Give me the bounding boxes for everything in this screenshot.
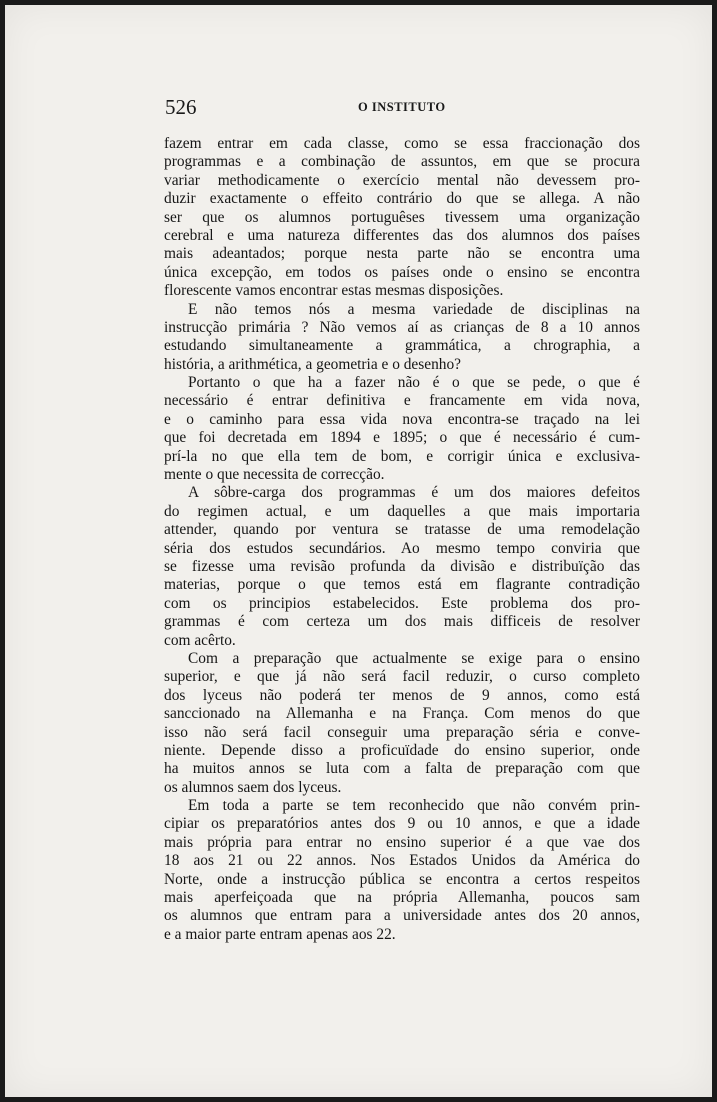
text-line: com acêrto. [164,631,236,649]
text-line: sanccionado na Allemanha e na França. Com menos do que [164,705,640,723]
text-line: Com a preparação que actualmente se exige para o ensino [188,649,640,667]
text-line: os alumnos saem dos lyceus. [164,778,342,796]
text-line: niente. Depende disso a proficuïdade do ensino superior, onde [164,741,640,759]
text-line: grammas é com certeza um dos mais difficeis de resolver [164,613,640,631]
page-number: 526 [165,95,197,119]
text-line: mais aperfeiçoada que na própria Allemanha, poucos sam [164,889,640,907]
text-line: única excepção, em todos os países onde o ensino se encontra [164,263,640,281]
text-line: do regimen actual, e um daquelles a que mais importaria [164,502,640,520]
text-line: dos lyceus não poderá ter menos de 9 annos, como está [164,686,640,704]
text-line: florescente vamos encontrar estas mesmas disposições. [164,282,504,300]
text-line: com os principios estabelecidos. Este problema dos pro- [164,594,640,612]
text-line: A sôbre-carga dos programmas é um dos maiores defeitos [188,484,640,502]
text-line: Norte, onde a instrucção pública se encontra a certos respeitos [164,870,640,888]
text-line: variar methodicamente o exercício mental não devessem pro- [164,171,640,189]
text-line: mente o que necessita de correcção. [164,466,385,484]
page-header [165,95,645,123]
text-line: 18 aos 21 ou 22 annos. Nos Estados Unidos da América do [164,852,640,870]
text-line: história, a arithmética, a geometria e o desenho? [164,355,461,373]
body-text [164,135,640,944]
book-page [5,5,712,1097]
text-line: Em toda a parte se tem reconhecido que não convém prin- [188,797,640,815]
text-line: programmas e a combinação de assuntos, em que se procura [164,153,640,171]
text-line: fazem entrar em cada classe, como se essa fraccionação dos [164,135,640,152]
text-line: e o caminho para essa vida nova encontra-se traçado na lei [164,410,640,428]
text-line: mais adeantados; porque nesta parte não se encontra uma [164,245,640,263]
text-line: materias, porque o que temos está em flagrante contradição [164,576,640,594]
text-line: isso não será facil conseguir uma preparação séria e conve- [164,723,640,741]
text-line: E não temos nós a mesma variedade de disciplinas na [188,300,640,318]
text-line: estudando simultaneamente a grammática, a chrographia, a [164,337,640,355]
text-line: Portanto o que ha a fazer não é o que se pede, o que é [188,374,640,392]
text-line: duzir exactamente o effeito contrário do que se allega. A não [164,190,640,208]
text-line: attender, quando por ventura se tratasse de uma remodelação [164,521,640,539]
running-title: O INSTITUTO [358,100,446,114]
text-line: os alumnos que entram para a universidade antes dos 20 annos, [164,907,640,925]
text-line: séria dos estudos secundários. Ao mesmo tempo conviria que [164,539,640,557]
text-line: que foi decretada em 1894 e 1895; o que é necessário é cum- [164,429,640,447]
text-line: ha muitos annos se luta com a falta de preparação com que [164,760,640,778]
text-line: superior, e que já não será facil reduzir, o curso completo [164,668,640,686]
text-line: prí-la no que ella tem de bom, e corrigir única e exclusiva- [164,447,640,465]
text-line: se fizesse uma revisão profunda da divisão e distribuïção das [164,557,640,575]
text-line: mais própria para entrar no ensino superior é a que vae dos [164,833,640,851]
text-line: cerebral e uma natureza differentes das dos alumnos dos países [164,226,640,244]
text-line: ser que os alumnos portuguêses tivessem uma organização [164,208,640,226]
text-line: necessário é entrar definitiva e francamente em vida nova, [164,392,640,410]
text-line: e a maior parte entram apenas aos 22. [164,925,396,943]
text-line: instrucção primária ? Não vemos aí as crianças de 8 a 10 annos [164,318,640,336]
text-line: cipiar os preparatórios antes dos 9 ou 10 annos, e que a idade [164,815,640,833]
